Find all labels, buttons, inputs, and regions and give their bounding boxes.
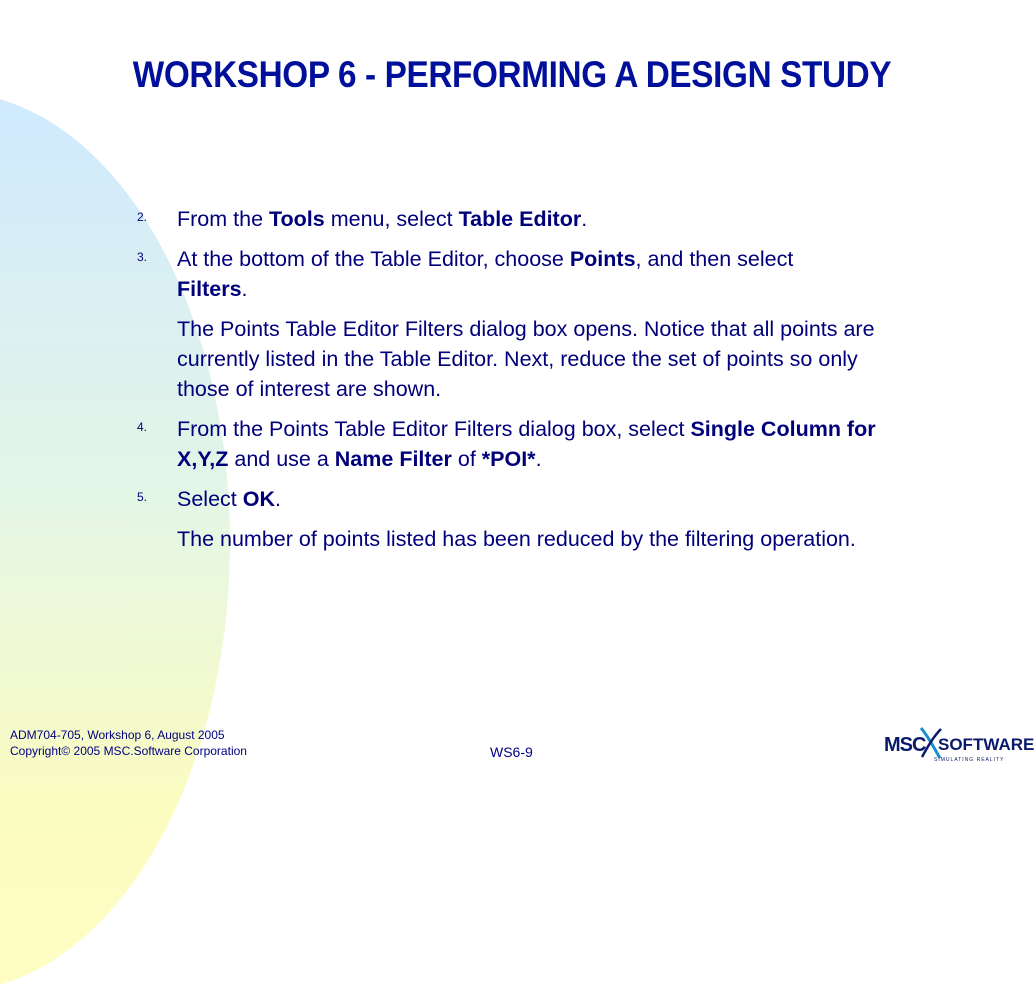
msc-software-logo bbox=[876, 724, 1034, 768]
step-text-part: . bbox=[535, 447, 542, 471]
step-text-part: and use a bbox=[228, 447, 335, 471]
step-number: 2. bbox=[137, 210, 148, 224]
step-item bbox=[132, 244, 912, 304]
step-note: The number of points listed has been reduced by the filtering operation. bbox=[177, 527, 856, 551]
step-bold-term: Table Editor bbox=[458, 207, 582, 231]
step-bold-term: OK bbox=[242, 487, 275, 511]
step-number: 3. bbox=[137, 250, 148, 264]
logo-tagline: SIMULATING REALITY bbox=[934, 757, 1005, 763]
step-text bbox=[177, 417, 876, 471]
step-text-part: . bbox=[274, 487, 281, 511]
step-text-part: , and then select bbox=[635, 247, 794, 271]
step-bold-term: Single Column for X,Y,Z bbox=[177, 417, 876, 471]
step-text-part: From the bbox=[177, 207, 269, 231]
step-bold-term: Tools bbox=[269, 207, 325, 231]
step-item bbox=[132, 204, 912, 234]
step-bold-term: *POI* bbox=[481, 447, 536, 471]
step-text bbox=[177, 487, 281, 511]
step-bold-term: Name Filter bbox=[334, 447, 452, 471]
step-item bbox=[132, 414, 912, 474]
slide-title: WORKSHOP 6 - PERFORMING A DESIGN STUDY bbox=[132, 54, 892, 95]
steps-content bbox=[132, 204, 912, 564]
step-text-part: Select bbox=[177, 487, 243, 511]
step-number: 4. bbox=[137, 420, 148, 434]
footer-copyright bbox=[10, 727, 247, 759]
step-text bbox=[177, 207, 587, 231]
step-text-part: At the bottom of the Table Editor, choose bbox=[177, 247, 570, 271]
step-text bbox=[177, 247, 793, 301]
footer-course-line: ADM704-705, Workshop 6, August 2005 bbox=[10, 728, 225, 742]
step-bold-term: Points bbox=[569, 247, 636, 271]
page-number: WS6-9 bbox=[490, 744, 533, 760]
step-text-part: . bbox=[241, 277, 248, 301]
logo-text-msc: MSC bbox=[884, 734, 926, 756]
step-text-part: From the Points Table Editor Filters dialog box, select bbox=[177, 417, 691, 441]
step-text-part: . bbox=[581, 207, 588, 231]
step-text-part: of bbox=[451, 447, 482, 471]
logo-text-software: SOFTWARE bbox=[938, 735, 1034, 754]
step-number: 5. bbox=[137, 490, 148, 504]
step-bold-term: Filters bbox=[177, 277, 242, 301]
step-item bbox=[132, 484, 912, 514]
footer-copyright-line: Copyright© 2005 MSC.Software Corporation bbox=[10, 744, 247, 758]
step-text-part: menu, select bbox=[324, 207, 459, 231]
step-note: The Points Table Editor Filters dialog box opens. Notice that all points are currently listed in the Table Editor. Next, reduce the set of points so only those of interest are shown. bbox=[177, 317, 875, 401]
